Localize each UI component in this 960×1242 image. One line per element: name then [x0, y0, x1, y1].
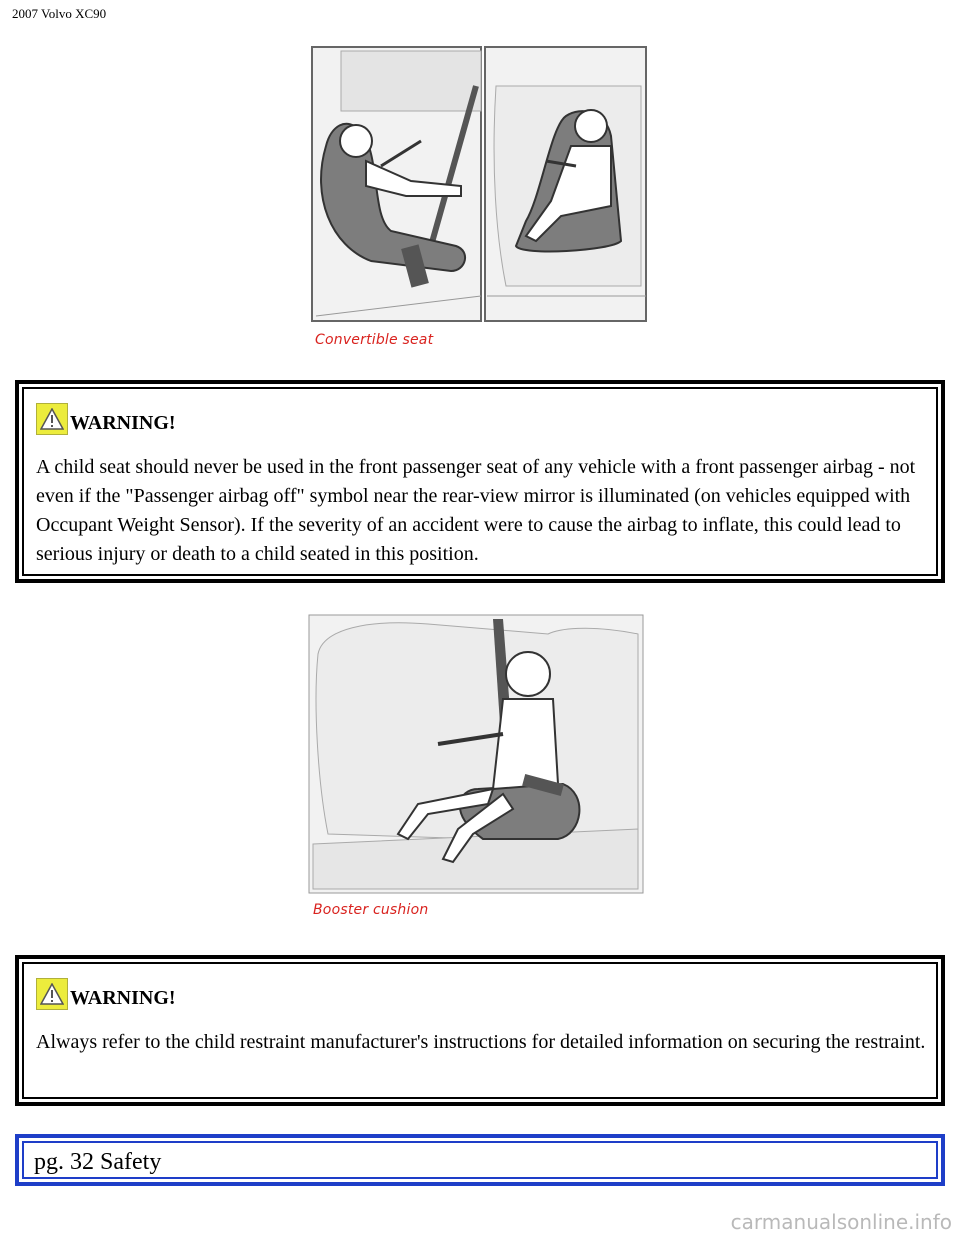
- warning-title: WARNING!: [70, 412, 176, 434]
- booster-cushion-illustration: [308, 614, 644, 894]
- warning-box-manufacturer-instructions: [15, 955, 945, 1106]
- convertible-seat-illustration: [311, 46, 647, 322]
- page-footer: [15, 1134, 945, 1186]
- figure-caption-booster-cushion: Booster cushion: [313, 902, 429, 918]
- document-header: 2007 Volvo XC90: [12, 6, 107, 21]
- warning-text: Always refer to the child restraint manufacturer's instructions for detailed information on securing the restraint.: [36, 1031, 926, 1053]
- warning-triangle-icon: [36, 978, 68, 1010]
- warning-title: WARNING!: [70, 987, 176, 1009]
- warning-text: A child seat should never be used in the front passenger seat of any vehicle with a front passenger airbag - not even if the "Passenger airbag off" symbol near the rear-view mirror is illuminated (on vehicles equipped with Occupant Weight Sensor). If the severity of an accident were to cause the airbag to inflate, this could lead to serious injury or death to a child seated in this position.: [36, 456, 916, 565]
- figure-caption-convertible-seat: Convertible seat: [315, 332, 434, 348]
- watermark: carmanualsonline.info: [730, 1210, 952, 1234]
- warning-triangle-icon: [36, 403, 68, 435]
- warning-box-front-seat: [15, 380, 945, 583]
- page-number-label: pg. 32 Safety: [22, 1141, 938, 1179]
